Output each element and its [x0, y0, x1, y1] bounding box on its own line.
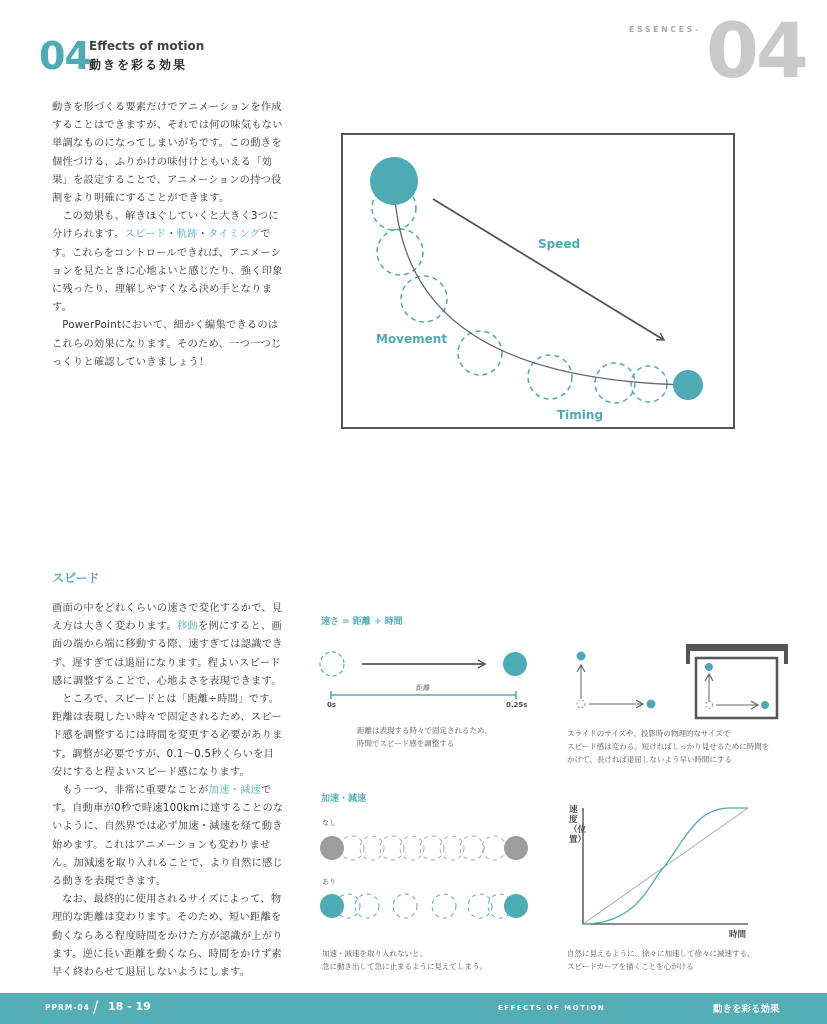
- speed-p2: ところで、スピードとは「距離÷時間」です。距離は表現したい時々で固定されるため、スピード感を調整するには時間を変更する必要があります。調整が必要ですが、0.1〜0.5秒くらいを目安にすると程よいスピード感になります。: [52, 694, 283, 778]
- easing-caption: [322, 947, 487, 973]
- footer-bar: [0, 993, 827, 1024]
- section-heading-speed: スピード: [52, 571, 100, 585]
- caption-line: スピード感は変わる。短ければしっかり見せるために時間を: [567, 742, 770, 751]
- footer-section-ja: 動きを彩る効果: [713, 1004, 780, 1015]
- highlight-move: 移動: [177, 621, 199, 633]
- movement-path: [394, 183, 688, 385]
- footer-slash: /: [93, 997, 99, 1016]
- curve-caption: [567, 947, 755, 973]
- ghost-circles: [372, 186, 667, 403]
- speed-arrow: [433, 199, 664, 340]
- end-ball: [673, 370, 703, 400]
- caption-line: かけて、長ければ退屈しないよう早い時間にする: [567, 755, 732, 764]
- text: です。これらをコントロールできれば、アニメーションを見たときに心地よいと感じたり、強く印象に残ったり、理解しやすくなる決め手となります。: [52, 229, 283, 314]
- time-start-label: 0s: [327, 701, 337, 709]
- text: この効果も、解きほぐしていくと大きく3つに分けられます。: [52, 211, 279, 241]
- caption-line: 距離は表現する時々で固定されるため、: [357, 726, 492, 735]
- easing-end: [504, 894, 528, 918]
- speed-p4: なお、最終的に使用されるサイズによって、物理的な距離は変わります。そのため、短い距離を動くならある程度時間をかけた方が認識が上がります。逆に長い距離を動くなら、時間をかけず素早く終わらせて退屈しないようにします。: [52, 894, 283, 979]
- speed-label: Speed: [538, 237, 581, 251]
- chapter-title-en: Effects of motion: [89, 39, 205, 53]
- essences-label: ESSENCES-: [629, 25, 701, 34]
- chapter-title-ja: 動きを彩る効果: [89, 58, 188, 72]
- easing-title: 加速・減速: [321, 794, 367, 804]
- caption-line: 時間でスピード感を調整する: [357, 739, 455, 748]
- text: を例にすると、画面の端から端に移動する際、速すぎては認識できず、遅すぎては退屈になります。程よいスピード感に調整することで、心地よさを表現できます。: [52, 621, 283, 687]
- time-end-label: 0.25s: [506, 701, 528, 709]
- caption-line: 加速・減速を取り入れないと、: [322, 949, 427, 958]
- start-ball: [370, 157, 418, 205]
- highlight-easing: 加速・減速: [208, 785, 262, 797]
- graph-y-label: 速度（位置）: [569, 805, 587, 845]
- small-screen-diagram: [577, 652, 656, 709]
- projector-screen-diagram: [686, 644, 788, 718]
- end-ball: [503, 652, 527, 676]
- no-easing-ghosts: [340, 836, 506, 860]
- no-easing-start: [320, 836, 344, 860]
- page-numbers: 18 - 19: [108, 1000, 151, 1013]
- intro-p1: 動きを形づくる要素だけでアニメーションを作成することはできますが、それでは何の味気もない単調なものになってしまいがちです。この動きを個性づける、ふりかけの味付けともいえる「効果」を設定することで、アニメーションの持つ役割をより明確にすることができます。: [52, 102, 283, 205]
- distance-label: 距離: [416, 684, 430, 692]
- easing-start: [320, 894, 344, 918]
- speed-text: [52, 600, 284, 982]
- speed-p1: [52, 600, 284, 691]
- text: 画面の中をどれくらいの速さで変化するかで、見え方は大きく変わります。: [52, 603, 283, 633]
- graph-x-label: 時間: [729, 930, 747, 940]
- caption-line: スピードカーブを描くことを心がける: [567, 962, 694, 971]
- text: ・: [197, 229, 209, 241]
- intro-p3: PowerPointにおいて、細かく編集できるのはこれらの効果になります。そのため、一つ一つじっくりと確認していきましょう！: [52, 320, 282, 368]
- easing-ghosts: [336, 894, 512, 918]
- size-caption: [567, 727, 769, 766]
- highlight-path: 軌跡: [176, 229, 198, 241]
- highlight-timing: タイミング: [208, 229, 261, 241]
- footer-section-en: EFFECTS OF MOTION: [498, 1004, 606, 1012]
- footer-code: PPRM-04: [45, 1003, 90, 1012]
- text: です。自動車が0秒で時速100kmに達することのないように、自然界では必ず加速・減速を経て動き始めます。これはアニメーションも変わりません。加減速を取り入れることで、より自然に感じる動きを表現できます。: [52, 785, 284, 888]
- text: ・: [166, 229, 177, 241]
- no-easing-end: [504, 836, 528, 860]
- timing-label: Timing: [557, 408, 604, 422]
- speed-p3: [52, 782, 284, 891]
- text: もう一つ、非常に重要なことが: [62, 785, 209, 797]
- movement-label: Movement: [376, 332, 448, 346]
- no-easing-label: なし: [322, 819, 336, 827]
- formula-caption: [357, 724, 492, 750]
- with-easing-label: あり: [322, 878, 336, 886]
- essences-number: 04: [706, 6, 806, 95]
- chapter-number: 04: [39, 34, 90, 78]
- caption-line: スライドのサイズや、投影時の物理的なサイズで: [567, 729, 731, 738]
- caption-line: 急に動き出して急に止まるように見えてしまう。: [322, 962, 487, 971]
- start-ghost: [320, 652, 344, 676]
- speed-curve-graph: [583, 808, 748, 924]
- formula-title: 速さ = 距離 ÷ 時間: [321, 617, 403, 627]
- caption-line: 自然に見えるように、徐々に加速して徐々に減速する、: [567, 949, 755, 958]
- highlight-speed: スピード: [124, 229, 167, 241]
